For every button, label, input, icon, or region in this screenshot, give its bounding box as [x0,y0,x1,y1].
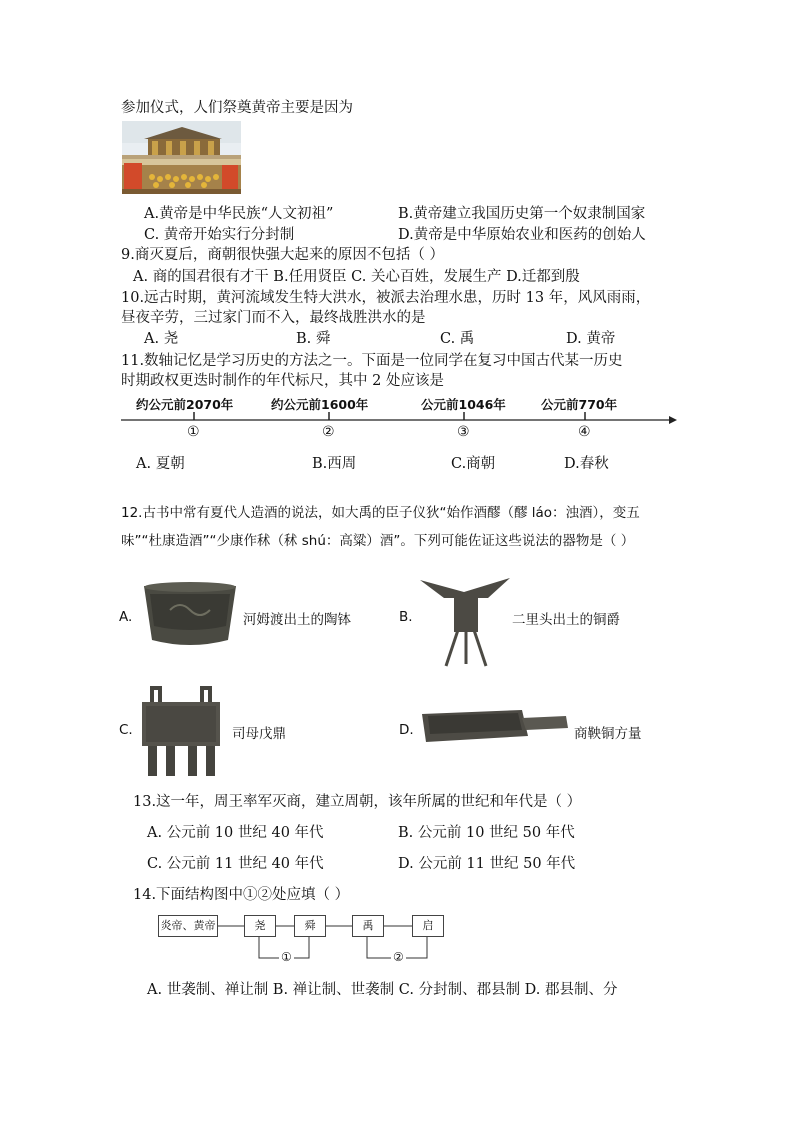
q13-option-b: B. 公元前 10 世纪 50 年代 [398,825,575,841]
timeline-label-2: 约公元前1600年 [271,397,369,412]
timeline-mark-3: ③ [457,424,470,440]
timeline-label-4: 公元前770年 [541,397,618,412]
q12-option-a-letter: A. [119,609,133,625]
q11-option-c: C.商朝 [451,456,496,472]
diagram-box-shun: 舜 [294,915,326,937]
q12-option-c-letter: C. [119,722,133,738]
q8-option-a: A.黄帝是中华民族“人文初祖” [144,206,334,222]
q10-option-b: B. 舜 [296,331,331,347]
bronze-jue-image [418,576,514,668]
q12-option-b-letter: B. [399,609,413,625]
q9-options: A. 商的国君很有才干 B.任用贤臣 C. 关心百姓，发展生产 D.迁都到殷 [133,269,580,285]
diagram-box-yandi-huangdi: 炎帝、黄帝 [158,915,218,937]
structure-diagram [158,914,448,964]
q12-stem-1: 12.古书中常有夏代人造酒的说法，如大禹的臣子仪狄“始作酒醪（醪 láo：浊酒），变五 [121,505,640,521]
q12-option-d-caption: 商鞅铜方量 [574,726,642,742]
bronze-measure-image [418,706,570,746]
timeline-mark-4: ④ [578,424,591,440]
timeline-label-1: 约公元前2070年 [136,397,234,412]
ding-image [138,684,224,778]
q10-stem-1: 10.远古时期，黄河流域发生特大洪水，被派去治理水患，历时 13 年，风风雨雨， [121,290,651,306]
diagram-box-qi: 启 [412,915,444,937]
diagram-box-yu: 禹 [352,915,384,937]
q9-stem: 9.商灭夏后，商朝很快强大起来的原因不包括（ ） [121,247,444,263]
q8-stem-tail: 参加仪式，人们祭奠黄帝主要是因为 [121,100,353,116]
q8-option-c: C. 黄帝开始实行分封制 [144,227,295,243]
q12-option-a-caption: 河姆渡出土的陶钵 [243,612,351,628]
q13-option-a: A. 公元前 10 世纪 40 年代 [147,825,324,841]
q12-option-b-caption: 二里头出土的铜爵 [512,612,620,628]
timeline-label-3: 公元前1046年 [421,397,506,412]
timeline-mark-2: ② [322,424,335,440]
ceremony-photo [122,121,241,194]
q14-options: A. 世袭制、禅让制 B. 禅让制、世袭制 C. 分封制、郡县制 D. 郡县制、分 [147,982,618,998]
diagram-box-yao: 尧 [244,915,276,937]
q13-option-c: C. 公元前 11 世纪 40 年代 [147,856,324,872]
q13-stem: 13.这一年，周王率军灭商，建立周朝，该年所属的世纪和年代是（ ） [133,794,582,810]
timeline [121,392,677,444]
q10-option-a: A. 尧 [144,331,179,347]
q10-option-d: D. 黄帝 [566,331,616,347]
q12-option-c-caption: 司母戊鼎 [232,726,286,742]
q11-option-a: A. 夏朝 [136,456,185,472]
q8-option-b: B.黄帝建立我国历史第一个奴隶制国家 [398,206,646,222]
q11-option-b: B.西周 [312,456,357,472]
q14-stem: 14.下面结构图中①②处应填（ ） [133,887,350,903]
q8-option-d: D.黄帝是中华原始农业和医药的创始人 [398,227,646,243]
q11-stem-2: 时期政权更迭时制作的年代标尺，其中 2 处应该是 [121,373,444,389]
pottery-bowl-image [140,580,240,650]
q10-option-c: C. 禹 [440,331,475,347]
diagram-mark-2: ② [393,950,404,964]
timeline-mark-1: ① [187,424,200,440]
q13-option-d: D. 公元前 11 世纪 50 年代 [398,856,576,872]
diagram-mark-1: ① [281,950,292,964]
q12-option-d-letter: D. [399,722,414,738]
q11-stem-1: 11.数轴记忆是学习历史的方法之一。下面是一位同学在复习中国古代某一历史 [121,353,623,369]
q10-stem-2: 昼夜辛劳，三过家门而不入，最终战胜洪水的是 [121,310,426,326]
q11-option-d: D.春秋 [564,456,609,472]
q12-stem-2: 味”“杜康造酒”“少康作秫（秫 shú：高粱）酒”。下列可能佐证这些说法的器物是（ ） [121,533,635,549]
